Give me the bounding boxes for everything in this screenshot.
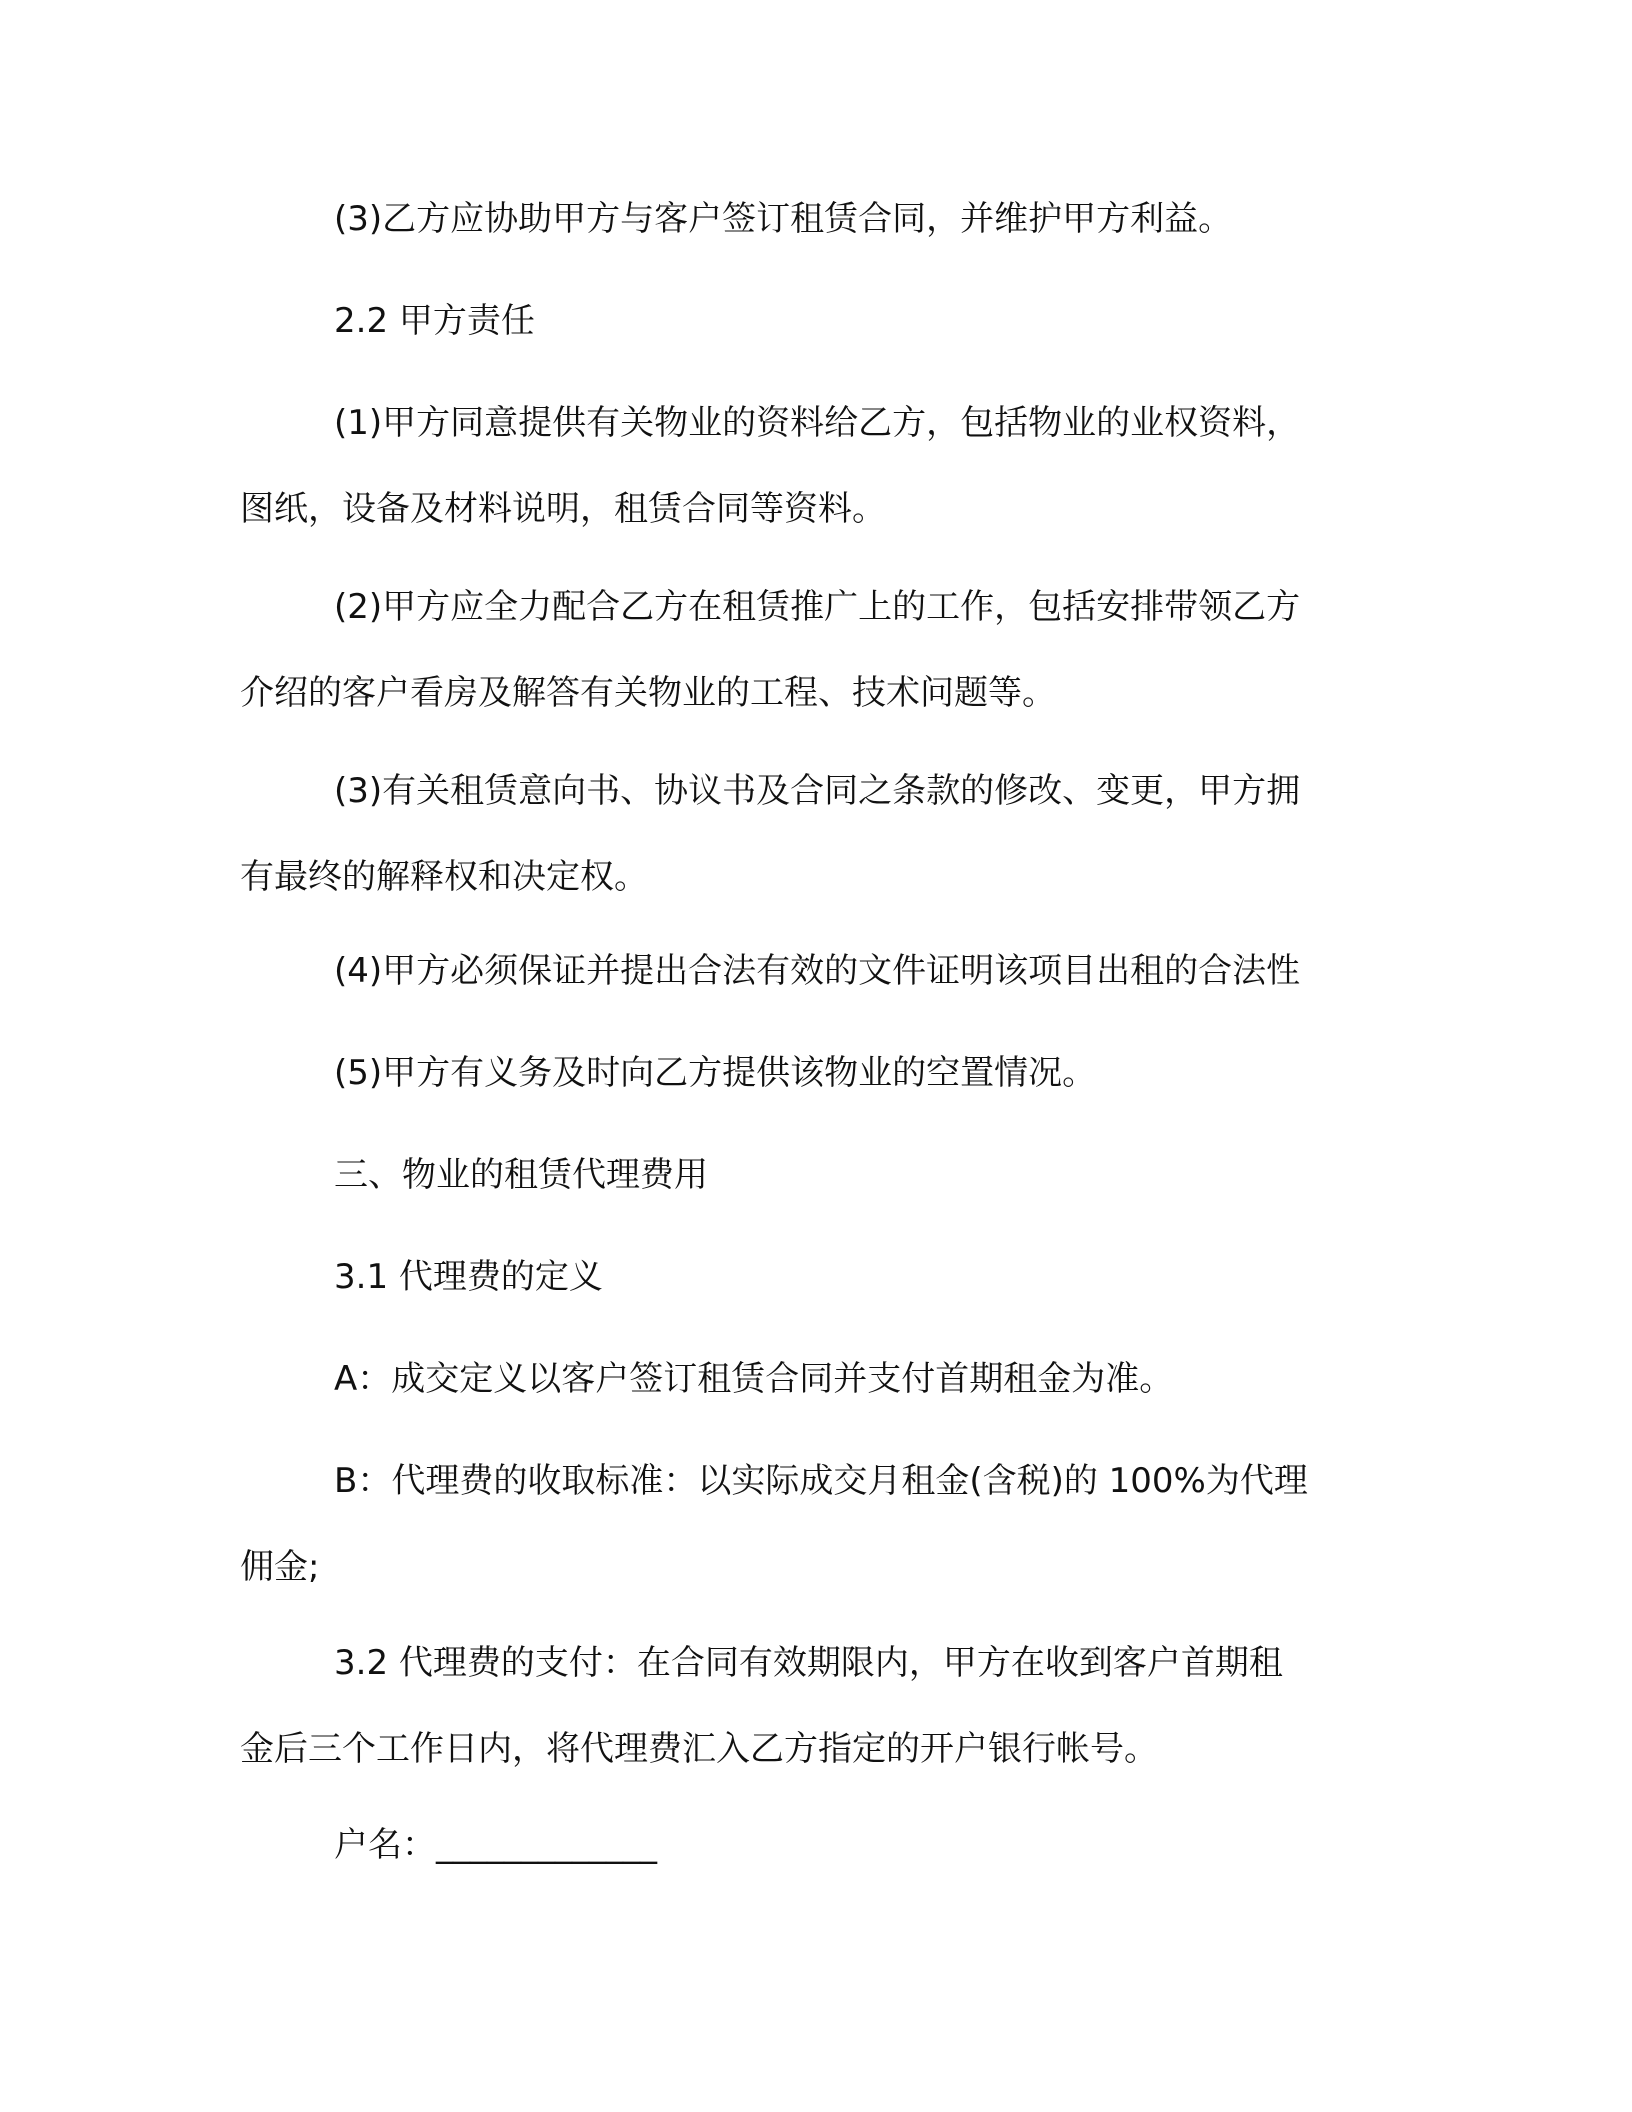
paragraph-definition-a: [240, 1336, 1390, 1422]
text-line: (2)甲方应全力配合乙方在租赁推广上的工作，包括安排带领乙方: [334, 587, 1301, 627]
paragraph-jia-duty-1: [240, 380, 1390, 552]
paragraph-jia-duty-3: [240, 748, 1390, 920]
text-line: 3.2 代理费的支付：在合同有效期限内，甲方在收到客户首期租: [334, 1643, 1283, 1683]
paragraph-yi-duty-3: [240, 176, 1390, 262]
text-line: (3)有关租赁意向书、协议书及合同之条款的修改、变更，甲方拥: [334, 771, 1301, 811]
paragraph-jia-duty-5: [240, 1030, 1390, 1116]
paragraph-definition-b: [240, 1438, 1390, 1610]
paragraph-jia-duty-4: [240, 928, 1390, 1014]
text-line: 2.2 甲方责任: [334, 301, 535, 341]
section-heading-3-1: [240, 1234, 1390, 1320]
text-line: 三、物业的租赁代理费用: [334, 1155, 708, 1195]
text-line: 图纸，设备及材料说明，租赁合同等资料。: [240, 489, 886, 529]
text-line: 佣金;: [240, 1547, 320, 1587]
text-line: 金后三个工作日内，将代理费汇入乙方指定的开户银行帐号。: [240, 1729, 1158, 1769]
text-line: A：成交定义以客户签订租赁合同并支付首期租金为准。: [334, 1359, 1174, 1399]
paragraph-jia-duty-2: [240, 564, 1390, 736]
paragraph-payment-3-2: [240, 1620, 1390, 1792]
text-line: (4)甲方必须保证并提出合法有效的文件证明该项目出租的合法性: [334, 951, 1301, 991]
text-line: B：代理费的收取标准：以实际成交月租金(含税)的 100%为代理: [334, 1461, 1308, 1501]
text-line: (1)甲方同意提供有关物业的资料给乙方，包括物业的业权资料，: [334, 403, 1301, 443]
text-line: 有最终的解释权和决定权。: [240, 857, 648, 897]
section-heading-3: [240, 1132, 1390, 1218]
text-line: (5)甲方有义务及时向乙方提供该物业的空置情况。: [334, 1053, 1097, 1093]
section-heading-2-2: [240, 278, 1390, 364]
text-line: (3)乙方应协助甲方与客户签订租赁合同，并维护甲方利益。: [334, 199, 1233, 239]
text-line: 3.1 代理费的定义: [334, 1257, 603, 1297]
text-line: 户名：_____________: [334, 1825, 657, 1865]
text-line: 介绍的客户看房及解答有关物业的工程、技术问题等。: [240, 673, 1056, 713]
account-name-field: [240, 1802, 1390, 1888]
